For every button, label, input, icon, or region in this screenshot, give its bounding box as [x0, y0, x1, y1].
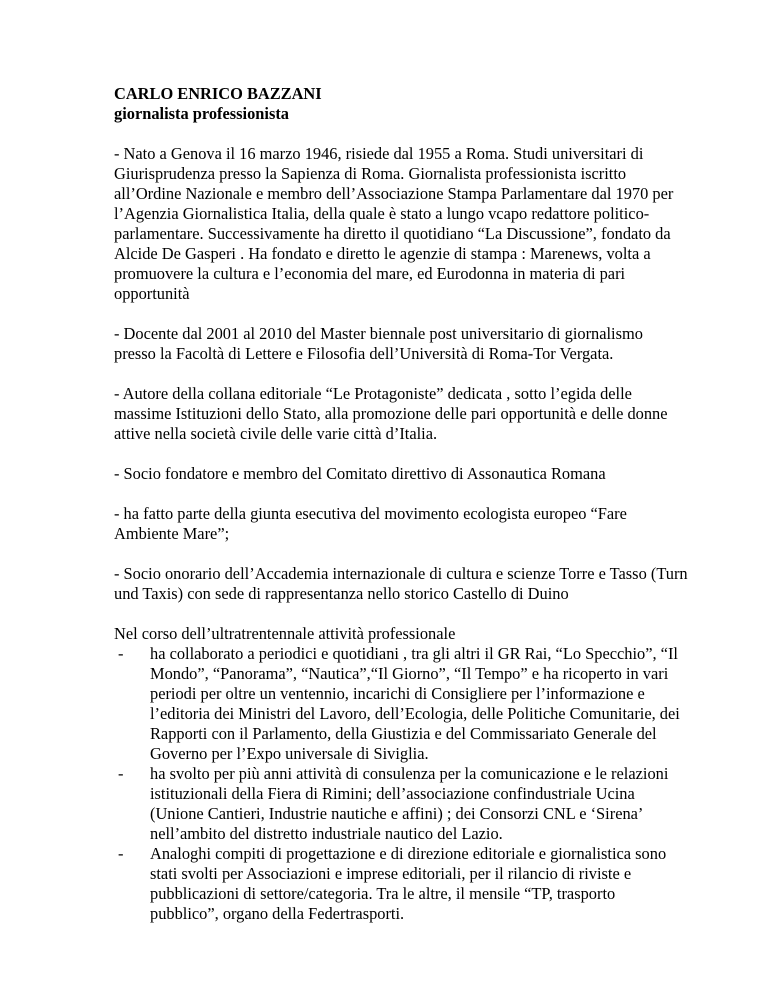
career-item-text: ha collaborato a periodici e quotidiani , tra gli altri il GR Rai, “Lo Specchio”, “Il Mondo”, “Panorama”, “Nautica”,“Il Giorno”, “Il Tempo” e ha ricoperto in vari periodi per oltre un ventennio, incarichi di Consigliere per l’informazione e l’editoria dei Ministri del Lavoro, dell’Ecologia, delle Politiche Comunitarie, dei Rapporti con il Parlamento, della Giustizia e del Commissariato Generale del Governo per l’Expo universale di Siviglia.: [150, 644, 680, 763]
career-item-text: ha svolto per più anni attività di consulenza per la comunicazione e le relazioni istituzionali della Fiera di Rimini; dell’associazione confindustriale Ucina (Unione Cantieri, Industrie nautiche e affini) ; dei Consorzi CNL e ‘Sirena’ nell’ambito del distretto industriale nautico del Lazio.: [150, 764, 669, 843]
paragraph-author: - Autore della collana editoriale “Le Protagoniste” dedicata , sotto l’egida delle massime Istituzioni dello Stato, alla promozione delle pari opportunità e delle donne attive nella società civile delle varie città d’Italia.: [114, 384, 668, 443]
paragraph-biography: - Nato a Genova il 16 marzo 1946, risiede dal 1955 a Roma. Studi universitari di Giurisprudenza presso la Sapienza di Roma. Giornalista professionista iscritto all’Ordine Nazionale e membro dell’Associazione Stampa Parlamentare dal 1970 per l’Agenzia Giornalistica Italia, della quale è stato a lungo vcapo redattore politico-parlamentare. Successivamente ha diretto il quotidiano “La Discussione”, fondato da Alcide De Gasperi . Ha fondato e diretto le agenzie di stampa : Marenews, volta a promuovere la cultura e l’economia del mare, ed Eurodonna in materia di pari opportunità: [114, 144, 674, 303]
person-name: CARLO ENRICO BAZZANI: [114, 84, 322, 103]
career-item: [114, 644, 688, 764]
career-item: [114, 764, 688, 844]
list-marker: -: [118, 844, 124, 863]
list-marker: -: [118, 764, 124, 783]
career-list: [114, 644, 688, 924]
paragraph-accademia: - Socio onorario dell’Accademia internazionale di cultura e scienze Torre e Tasso (Turn und Taxis) con sede di rappresentanza nello storico Castello di Duino: [114, 564, 688, 603]
paragraph-fare-ambiente: - ha fatto parte della giunta esecutiva del movimento ecologista europeo “Fare Ambiente Mare”;: [114, 504, 627, 543]
career-intro: Nel corso dell’ultratrentennale attività professionale: [114, 624, 456, 643]
paragraph-teaching: - Docente dal 2001 al 2010 del Master biennale post universitario di giornalismo presso la Facoltà di Lettere e Filosofia dell’Università di Roma-Tor Vergata.: [114, 324, 643, 363]
career-item-text: Analoghi compiti di progettazione e di direzione editoriale e giornalistica sono stati svolti per Associazioni e imprese editoriali, per il rilancio di riviste e pubblicazioni di settore/categoria. Tra le altre, il mensile “TP, trasporto pubblico”, organo della Federtrasporti.: [150, 844, 667, 923]
career-item: [114, 844, 688, 924]
paragraph-assonautica: - Socio fondatore e membro del Comitato direttivo di Assonautica Romana: [114, 464, 606, 483]
list-marker: -: [118, 644, 124, 663]
person-role: giornalista professionista: [114, 104, 289, 123]
